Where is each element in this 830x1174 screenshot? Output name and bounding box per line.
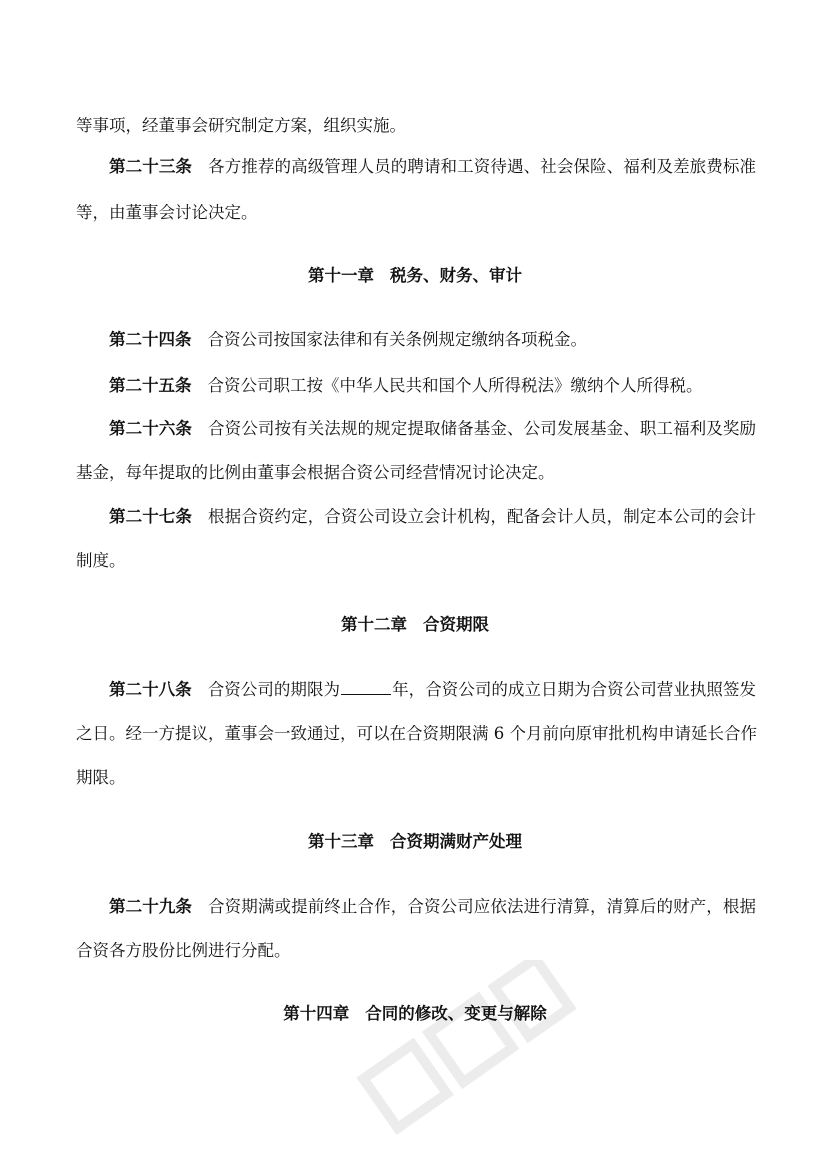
paragraph-continuation <box>76 115 756 137</box>
article-29-label: 第二十九条 <box>109 897 193 916</box>
text: 根据合资约定，合资公司设立会计机构，配备会计人员，制定本公司的会计 <box>208 507 757 526</box>
article-25-label: 第二十五条 <box>109 376 192 395</box>
text: 基金，每年提取的比例由董事会根据合资公司经营情况讨论决定。 <box>76 463 555 482</box>
article-26-line-1 <box>109 418 756 440</box>
article-28-line-2 <box>76 723 756 745</box>
text: 等，由董事会讨论决定。 <box>76 203 258 222</box>
article-23-label: 第二十三条 <box>109 157 193 176</box>
article-24-label: 第二十四条 <box>109 330 192 349</box>
chapter-title: 合同的修改、变更与解除 <box>365 1004 547 1023</box>
text: 年，合资公司的成立日期为合资公司营业执照签发 <box>392 680 757 699</box>
article-27-line-2 <box>76 550 756 572</box>
text: 等事项，经董事会研究制定方案，组织实施。 <box>76 116 406 135</box>
chapter-number: 第十三章 <box>308 832 374 851</box>
text: 各方推荐的高级管理人员的聘请和工资待遇、社会保险、福利及差旅费标准 <box>208 157 757 176</box>
chapter-title: 税务、财务、审计 <box>390 266 522 285</box>
article-24 <box>109 329 756 351</box>
article-28-label: 第二十八条 <box>109 680 192 699</box>
text: 期限。 <box>76 768 126 787</box>
text: 合资各方股份比例进行分配。 <box>76 941 291 960</box>
chapter-13-heading <box>0 831 830 853</box>
text: 合资期满或提前终止合作，合资公司应依法进行清算，清算后的财产，根据 <box>208 897 757 916</box>
article-26-line-2 <box>76 462 756 484</box>
article-29-line-1 <box>109 896 756 918</box>
article-26-label: 第二十六条 <box>109 419 193 438</box>
article-29-line-2 <box>76 940 756 962</box>
chapter-11-heading <box>0 265 830 287</box>
chapter-number: 第十四章 <box>283 1004 350 1023</box>
text: 之日。经一方提议，董事会一致通过，可以在合资期限满 6 个月前向原审批机构申请延长合作 <box>76 724 757 743</box>
text: 合资公司职工按《中华人民共和国个人所得税法》缴纳个人所得税。 <box>207 376 703 395</box>
text: 制度。 <box>76 551 126 570</box>
article-25 <box>109 375 756 397</box>
article-27-label: 第二十七条 <box>109 507 193 526</box>
chapter-12-heading <box>0 614 830 636</box>
article-27-line-1 <box>109 506 756 528</box>
article-28-line-1 <box>109 679 756 701</box>
watermark-graphic <box>330 960 590 1160</box>
text: 合资公司按国家法律和有关条例规定缴纳各项税金。 <box>207 330 587 349</box>
article-28-line-3 <box>76 767 756 789</box>
chapter-title: 合资期满财产处理 <box>390 832 522 851</box>
text: 合资公司按有关法规的规定提取储备基金、公司发展基金、职工福利及奖励 <box>208 419 757 438</box>
blank-field <box>341 679 391 695</box>
chapter-number: 第十一章 <box>308 266 374 285</box>
article-23-line-1 <box>109 156 756 178</box>
chapter-number: 第十二章 <box>341 615 407 634</box>
article-23-line-2 <box>76 202 756 224</box>
text: 合资公司的期限为 <box>207 680 341 699</box>
chapter-title: 合资期限 <box>423 615 489 634</box>
chapter-14-heading <box>0 1003 830 1025</box>
